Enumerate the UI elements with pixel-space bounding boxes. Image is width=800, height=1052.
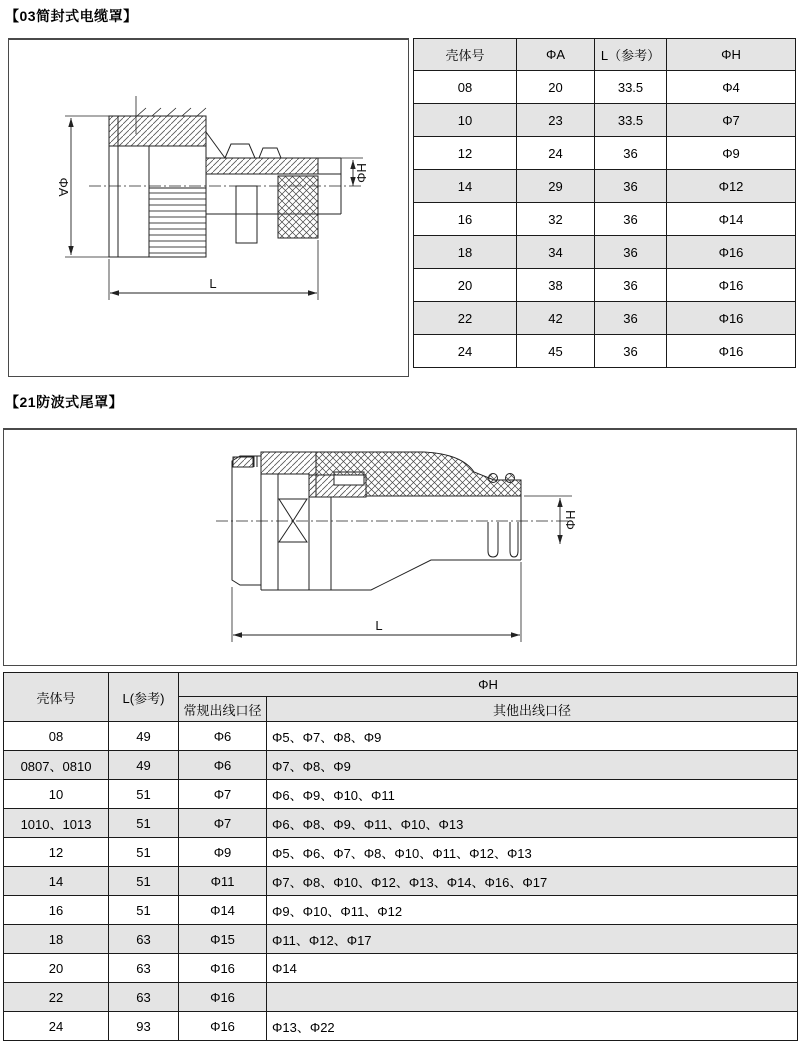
table-cell: Φ16 bbox=[667, 335, 796, 368]
table-cell: 51 bbox=[109, 809, 179, 838]
table-cell: Φ13、Φ22 bbox=[267, 1012, 798, 1041]
table-cell: 36 bbox=[595, 302, 667, 335]
col-header-l-ref: L（参考） bbox=[595, 39, 667, 71]
table-cell: Φ7、Φ8、Φ9 bbox=[267, 751, 798, 780]
table-cell: Φ6、Φ9、Φ10、Φ11 bbox=[267, 780, 798, 809]
tail-cover-spec-table bbox=[3, 672, 798, 1041]
table-cell: 08 bbox=[4, 722, 109, 751]
table-cell: 51 bbox=[109, 780, 179, 809]
table-cell: 49 bbox=[109, 751, 179, 780]
table-row bbox=[4, 1012, 798, 1041]
table-cell: 12 bbox=[414, 137, 517, 170]
col-header-l-ref: L(参考) bbox=[109, 673, 179, 722]
table-cell: 24 bbox=[414, 335, 517, 368]
table-cell: Φ14 bbox=[667, 203, 796, 236]
table-row bbox=[414, 104, 796, 137]
table-header bbox=[414, 39, 796, 71]
table-cell: Φ16 bbox=[667, 269, 796, 302]
table-cell: 42 bbox=[517, 302, 595, 335]
table-cell: 22 bbox=[414, 302, 517, 335]
table-cell: Φ11、Φ12、Φ17 bbox=[267, 925, 798, 954]
table-cell: 51 bbox=[109, 867, 179, 896]
table-cell: Φ9 bbox=[179, 838, 267, 867]
table-cell: Φ16 bbox=[179, 954, 267, 983]
table-cell: Φ7 bbox=[179, 780, 267, 809]
table-row bbox=[4, 896, 798, 925]
table-row bbox=[4, 867, 798, 896]
table-cell: 33.5 bbox=[595, 71, 667, 104]
table-cell: Φ6 bbox=[179, 751, 267, 780]
table-row bbox=[414, 335, 796, 368]
table-row bbox=[414, 170, 796, 203]
table-cell: Φ11 bbox=[179, 867, 267, 896]
table-cell: 16 bbox=[4, 896, 109, 925]
table-row bbox=[414, 236, 796, 269]
table-cell: 36 bbox=[595, 236, 667, 269]
cable-cover-spec-table bbox=[413, 38, 796, 368]
table-cell: 22 bbox=[4, 983, 109, 1012]
table-cell: 14 bbox=[414, 170, 517, 203]
table-cell: 16 bbox=[414, 203, 517, 236]
table-cell: 49 bbox=[109, 722, 179, 751]
dim-label-phi-h: ΦH bbox=[354, 163, 369, 183]
table-row bbox=[414, 203, 796, 236]
table-cell: Φ15 bbox=[179, 925, 267, 954]
dim-label-phi-h: ΦH bbox=[563, 510, 578, 530]
table-row bbox=[4, 983, 798, 1012]
table-cell: 32 bbox=[517, 203, 595, 236]
table-cell bbox=[267, 983, 798, 1012]
section2-drawing-frame bbox=[3, 428, 797, 666]
table-cell: Φ6 bbox=[179, 722, 267, 751]
col-header-phi-a: ΦA bbox=[517, 39, 595, 71]
table-cell: 36 bbox=[595, 170, 667, 203]
table-row bbox=[414, 302, 796, 335]
table-cell: Φ7 bbox=[667, 104, 796, 137]
table-row bbox=[4, 780, 798, 809]
table-cell: 63 bbox=[109, 954, 179, 983]
table-cell: 1010、1013 bbox=[4, 809, 109, 838]
col-header-shell: 壳体号 bbox=[4, 673, 109, 722]
table-cell: Φ14 bbox=[267, 954, 798, 983]
tail-cover-drawing bbox=[4, 430, 796, 664]
col-header-phi-h: ΦH bbox=[179, 673, 798, 697]
table-cell: 63 bbox=[109, 925, 179, 954]
table-cell: Φ16 bbox=[667, 302, 796, 335]
table-cell: Φ12 bbox=[667, 170, 796, 203]
table-cell: Φ6、Φ8、Φ9、Φ11、Φ10、Φ13 bbox=[267, 809, 798, 838]
table-cell: 0807、0810 bbox=[4, 751, 109, 780]
table-cell: 34 bbox=[517, 236, 595, 269]
table-cell: 36 bbox=[595, 203, 667, 236]
table-cell: Φ9、Φ10、Φ11、Φ12 bbox=[267, 896, 798, 925]
table-row bbox=[4, 925, 798, 954]
table-cell: Φ14 bbox=[179, 896, 267, 925]
table-cell: 51 bbox=[109, 838, 179, 867]
col-header-other-outlet: 其他出线口径 bbox=[267, 697, 798, 722]
table-cell: 24 bbox=[4, 1012, 109, 1041]
table-cell: 18 bbox=[414, 236, 517, 269]
table-cell: 36 bbox=[595, 269, 667, 302]
table-cell: 38 bbox=[517, 269, 595, 302]
table-cell: 33.5 bbox=[595, 104, 667, 137]
table-row bbox=[414, 71, 796, 104]
table-cell: Φ16 bbox=[179, 1012, 267, 1041]
table-cell: Φ9 bbox=[667, 137, 796, 170]
table-cell: 93 bbox=[109, 1012, 179, 1041]
table-body bbox=[414, 71, 796, 368]
col-header-phi-h: ΦH bbox=[667, 39, 796, 71]
table-cell: 10 bbox=[4, 780, 109, 809]
table-cell: 12 bbox=[4, 838, 109, 867]
table-cell: 10 bbox=[414, 104, 517, 137]
dim-label-phi-a: ΦA bbox=[56, 177, 71, 197]
col-header-regular-outlet: 常规出线口径 bbox=[179, 697, 267, 722]
dim-label-l: L bbox=[209, 276, 217, 291]
table-row bbox=[4, 722, 798, 751]
table-row bbox=[4, 751, 798, 780]
table-cell: 51 bbox=[109, 896, 179, 925]
table-cell: 24 bbox=[517, 137, 595, 170]
section2-title: 【21防波式尾罩】 bbox=[5, 394, 124, 410]
table-cell: 29 bbox=[517, 170, 595, 203]
table-cell: Φ7 bbox=[179, 809, 267, 838]
table-cell: 20 bbox=[517, 71, 595, 104]
table-cell: 14 bbox=[4, 867, 109, 896]
table-row bbox=[4, 838, 798, 867]
table-cell: 20 bbox=[4, 954, 109, 983]
section1-drawing-frame bbox=[8, 38, 409, 377]
table-header bbox=[4, 673, 798, 722]
table-row bbox=[414, 137, 796, 170]
table-cell: 23 bbox=[517, 104, 595, 137]
table-cell: Φ7、Φ8、Φ10、Φ12、Φ13、Φ14、Φ16、Φ17 bbox=[267, 867, 798, 896]
cable-cover-drawing bbox=[9, 40, 408, 376]
table-cell: 63 bbox=[109, 983, 179, 1012]
table-cell: Φ16 bbox=[179, 983, 267, 1012]
table-row bbox=[4, 809, 798, 838]
table-cell: Φ16 bbox=[667, 236, 796, 269]
table-cell: Φ5、Φ6、Φ7、Φ8、Φ10、Φ11、Φ12、Φ13 bbox=[267, 838, 798, 867]
table-cell: 08 bbox=[414, 71, 517, 104]
table-cell: 20 bbox=[414, 269, 517, 302]
table-body bbox=[4, 722, 798, 1041]
table-cell: 36 bbox=[595, 137, 667, 170]
dim-label-l: L bbox=[375, 618, 383, 633]
table-row bbox=[4, 954, 798, 983]
section1-title: 【03简封式电缆罩】 bbox=[5, 8, 138, 24]
table-cell: Φ4 bbox=[667, 71, 796, 104]
col-header-shell: 壳体号 bbox=[414, 39, 517, 71]
table-row bbox=[414, 269, 796, 302]
table-cell: 45 bbox=[517, 335, 595, 368]
table-cell: Φ5、Φ7、Φ8、Φ9 bbox=[267, 722, 798, 751]
table-cell: 36 bbox=[595, 335, 667, 368]
table-cell: 18 bbox=[4, 925, 109, 954]
